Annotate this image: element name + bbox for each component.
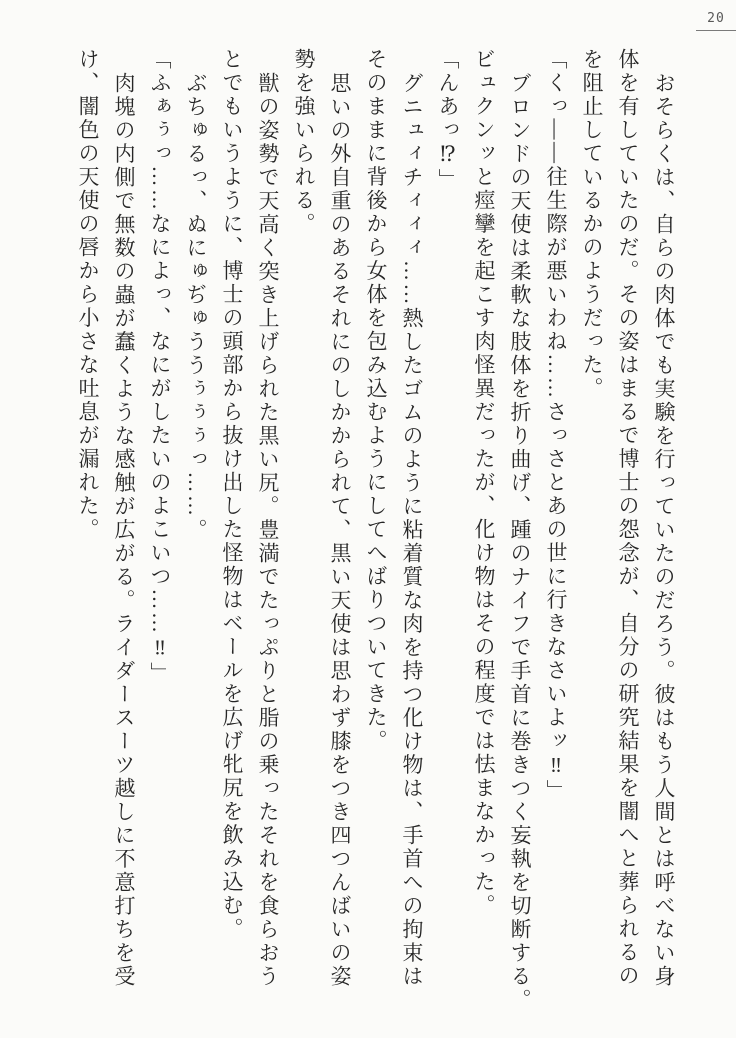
paragraph-dialogue: 「くっ――往生際が悪いわね……さっさとあの世に行きなさいよッ‼」 <box>544 48 568 803</box>
paragraph: 思いの外自重のあるそれにのしかかられて、黒い天使は思わず膝をつき四つんばいの姿勢を強いられる。 <box>292 48 352 988</box>
paragraph: 肉塊の内側で無数の蟲が蠢くような感触が広がる。ライダースーツ越しに不意打ちを受け、闇色の天使の唇から小さな吐息が漏れた。 <box>76 48 136 988</box>
page-number <box>696 11 736 31</box>
body-text <box>70 48 682 1012</box>
paragraph: 獣の姿勢で天高く突き上げられた黒い尻。豊満でたっぷりと脂の乗ったそれを食らおうとでもいうように、博士の頭部から抜け出した怪物はベールを広げ牝尻を飲み込む。 <box>220 48 280 988</box>
paragraph: ビュクンッと痙攣を起こす肉怪異だったが、化け物はその程度では怯まなかった。 <box>472 48 496 918</box>
page-number-value: 20 <box>707 11 725 26</box>
paragraph-dialogue: 「んあっ⁉」 <box>436 48 460 192</box>
paragraph-dialogue: 「ふぁぅっ……なによっ、なにがしたいのよこいつ……‼」 <box>148 48 172 686</box>
paragraph: ブロンドの天使は柔軟な肢体を折り曲げ、踵のナイフで手首に巻きつく妄執を切断する。 <box>508 71 532 1012</box>
paragraph: グニュィチィィィ……熱したゴムのように粘着質な肉を持つ化け物は、手首への拘束はそのままに背後から女体を包み込むようにしてへばりついてきた。 <box>364 48 424 988</box>
paragraph: おそらくは、自らの肉体でも実験を行っていたのだろう。彼はもう人間とは呼べない身体を有していたのだ。その姿はまるで博士の怨念が、自分の研究結果を闇へと葬られるのを阻止しているかのようだった。 <box>580 48 676 988</box>
paragraph-sfx: ぶちゅるっ、ぬにゅぢゅううぅぅぅっ……。 <box>184 71 208 542</box>
